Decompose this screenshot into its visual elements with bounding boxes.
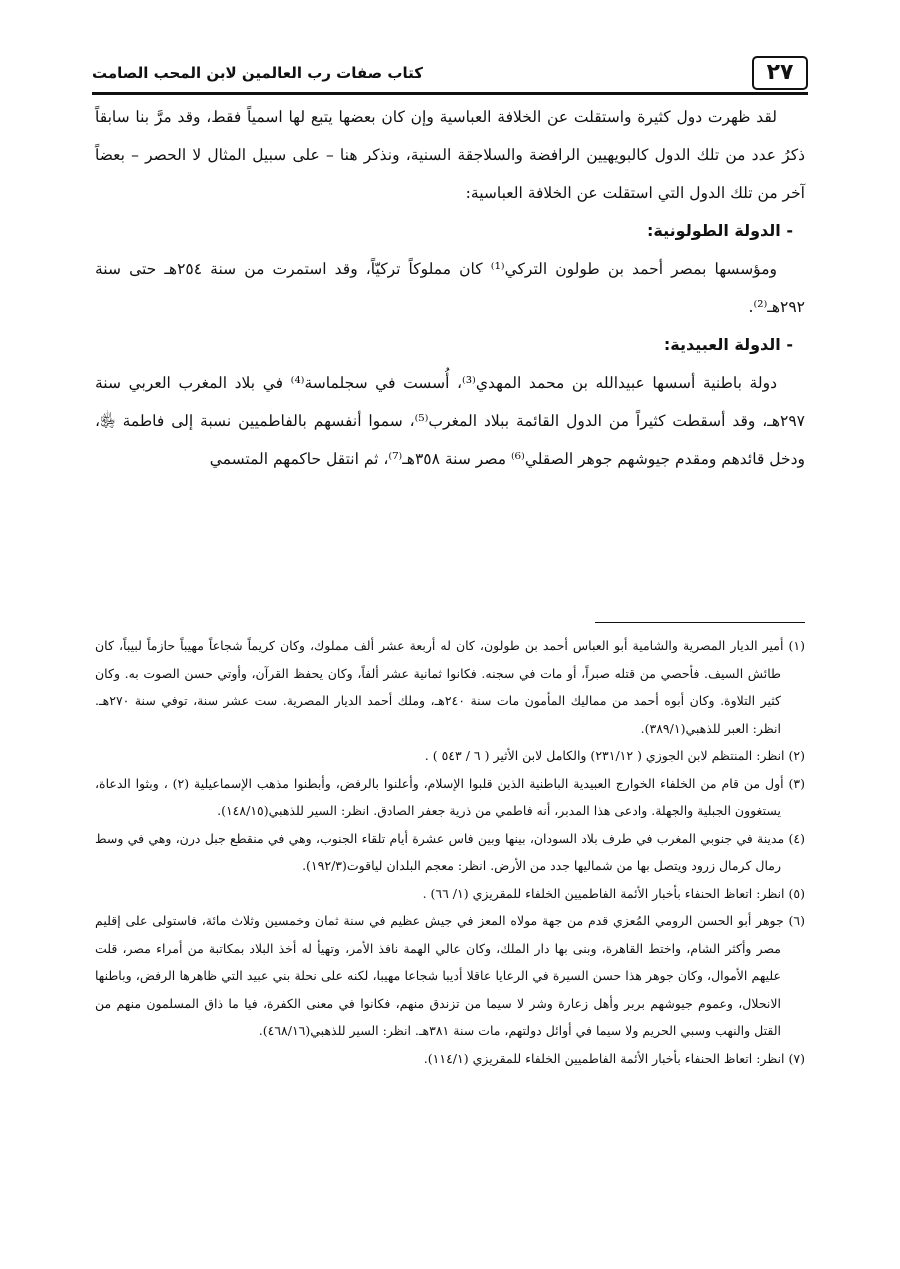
paragraph-ubaydid: دولة باطنية أسسها عبيدالله بن محمد المهدي⁽³⁾، أُسست في سجلماسة⁽⁴⁾ في بلاد المغرب العربي سنة ٢٩٧هـ، وقد أسقطت كثيراً من الدول القائمة ببلاد المغرب⁽⁵⁾، سموا أنفسهم بالفاطميين نسبة إلى فاطمة ﵂، ودخل قائدهم ومقدم جيوشهم جوهر الصقلي⁽⁶⁾ مصر سنة ٣٥٨هـ⁽⁷⁾، ثم انتقل حاكمهم المتسمي bbox=[95, 374, 806, 468]
main-text bbox=[95, 98, 805, 478]
footnote-3: (٣) أول من قام من الخلفاء الخوارج العبيدية الباطنية الذين قلبوا الإسلام، وأعلنوا بالرفض، وأبطنوا مذهب الإسماعيلية (٢) ، وبثوا الدعاة، يستغوون الجبلية والجهلة. وادعى هذا المدبر، أنه فاطمي من ذرية جعفر الصادق. انظر: السير للذهبي(١٤٨/١٥). bbox=[95, 775, 805, 818]
page-header bbox=[92, 52, 808, 92]
footnote-divider bbox=[595, 622, 805, 623]
footnote-7: (٧) انظر: اتعاظ الحنفاء بأخبار الأئمة الفاطميين الخلفاء للمقريزي (١١٤/١). bbox=[423, 1050, 805, 1066]
footnote-1: (١) أمير الديار المصرية والشامية أبو العباس أحمد بن طولون، كان له أربعة عشر ألف مملوك، وكان كريماً شجاعاً مهيباً حازماً لبيباً، كان طائش السيف. فأحصي من قتله صبراً، أو مات في سجنه. فكانوا ثمانية عشر ألفاً، وكان يحفظ القرآن، وأوتي حسن الصوت به. وكان كثير التلاوة. وكان أبوه أحمد من مماليك المأمون مات سنة ٢٤٠هـ، وملك أحمد الديار المصرية. ست عشر سنة، توفي سنة ٢٧٠هـ. انظر: العبر للذهبي(٣٨٩/١). bbox=[95, 638, 805, 736]
heading-tulunid: - الدولة الطولونية: bbox=[647, 221, 793, 240]
footnote-2: (٢) انظر: المنتظم لابن الجوزي ( ٢٣١/١٢) والكامل لابن الأثير ( ٦ / ٥٤٣ ) . bbox=[424, 748, 805, 763]
paragraph-intro: لقد ظهرت دول كثيرة واستقلت عن الخلافة العباسية وإن كان بعضها يتبع لها اسمياً فقط، وقد مرَّ بنا سابقاً ذكرُ عدد من تلك الدول كالبويهيين الرافضة والسلاجقة السنية، ونذكر هنا – على سبيل المثال لا الحصر – بعضاً آخر من تلك الدول التي استقلت عن الخلافة العباسية: bbox=[95, 108, 805, 202]
footnote-6: (٦) جوهر أبو الحسن الرومي المُعزي قدم من جهة مولاه المعز في جيش عظيم في سنة ثمان وخمسين وثلاث مائة، فاستولى على إقليم مصر وأكثر الشام، واختط القاهرة، وبنى بها دار الملك، وكان عالي الهمة نافذ الأمر، وتهيأ له أخذ البلاد بمكاتبة من أمراء مصر، قلت عليهم الأموال، وكان جوهر هذا حسن السيرة في الرعايا عاقلا أديبا شجاعا مهيبا، لكنه على نحلة بني عبيد التي ظاهرها الرفض، وباطنها الانحلال، وعموم جيوشهم بربر وأهل زعارة وشر لا سيما من تزندق منهم، فكانوا في معنى الكفرة، فيا ما ذاق المسلمون منهم من القتل والنهب وسبي الحريم ولا سيما في أوائل دولتهم، مات سنة ٣٨١هـ. انظر: السير للذهبي(٤٦٨/١٦). bbox=[95, 913, 805, 1038]
page-number: ٢٧ bbox=[752, 56, 808, 90]
footnote-4: (٤) مدينة في جنوبي المغرب في طرف بلاد السودان، بينها وبين فاس عشرة أيام تلقاء الجنوب، وهي في منقطع جبل درن، وهي في وسط رمال كرمال زرود ويتصل بها من شماليها جدد من الأرض. انظر: معجم البلدان لياقوت(١٩٢/٣). bbox=[95, 830, 805, 873]
heading-ubaydid: - الدولة العبيدية: bbox=[663, 335, 793, 354]
paragraph-tulunid: ومؤسسها بمصر أحمد بن طولون التركي⁽¹⁾ كان مملوكاً تركيّاً، وقد استمرت من سنة ٢٥٤هـ حتى سنة ٢٩٢هـ⁽²⁾. bbox=[95, 260, 805, 316]
footnotes bbox=[95, 632, 805, 1072]
header-divider bbox=[92, 92, 808, 95]
book-title: كتاب صفات رب العالمين لابن المحب الصامت bbox=[92, 64, 423, 82]
footnote-5: (٥) انظر: اتعاظ الحنفاء بأخبار الأئمة الفاطميين الخلفاء للمقريزي (١/ ٦٦) . bbox=[422, 885, 805, 901]
